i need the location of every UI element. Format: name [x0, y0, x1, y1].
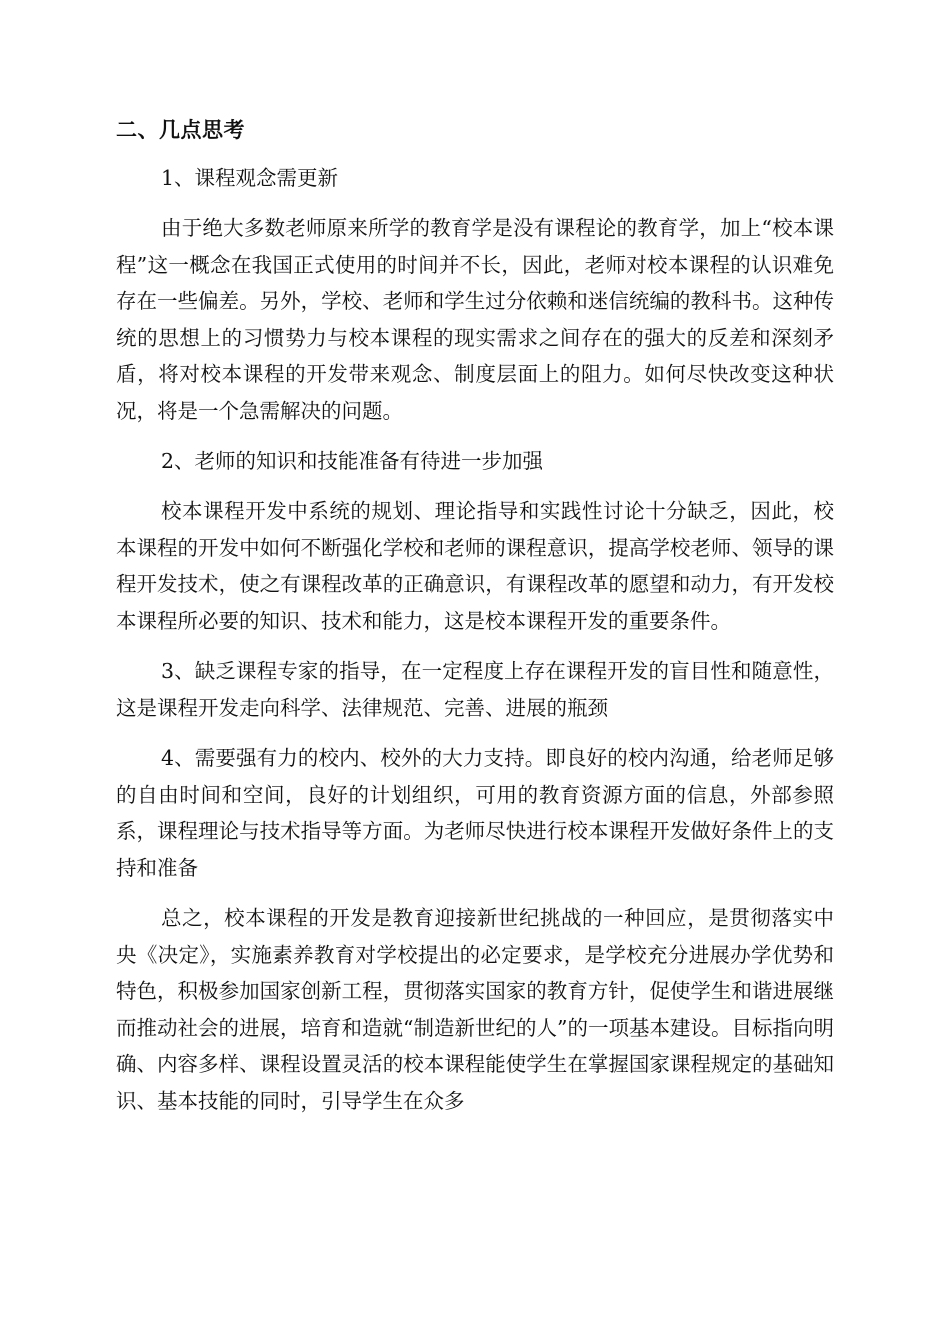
document-page [116, 112, 834, 1133]
paragraph-3: 3、缺乏课程专家的指导，在一定程度上存在课程开发的盲目性和随意性，这是课程开发走向科学、法律规范、完善、进展的瓶颈 [116, 659, 834, 720]
paragraph-summary: 总之，校本课程的开发是教育迎接新世纪挑战的一种回应，是贯彻落实中央《决定》，实施素养教育对学校提出的必定要求，是学校充分进展办学优势和特色，积极参加国家创新工程，贯彻落实国家的教育方针，促使学生和谐进展继而推动社会的进展，培育和造就“制造新世纪的人”的一项基本建设。目标指向明确、内容多样、课程设置灵活的校本课程能使学生在掌握国家课程规定的基础知识、基本技能的同时，引导学生在众多 [116, 906, 834, 1113]
subheading-2: 2、老师的知识和技能准备有待进一步加强 [161, 449, 544, 473]
paragraph-1: 由于绝大多数老师原来所学的教育学是没有课程论的教育学，加上“校本课程”这一概念在我国正式使用的时间并不长，因此，老师对校本课程的认识难免存在一些偏差。另外，学校、老师和学生过分依赖和迷信统编的教科书。这种传统的思想上的习惯势力与校本课程的现实需求之间存在的强大的反差和深刻矛盾，将对校本课程的开发带来观念、制度层面上的阻力。如何尽快改变这种状况，将是一个急需解决的问题。 [116, 216, 834, 423]
paragraph-4: 4、需要强有力的校内、校外的大力支持。即良好的校内沟通，给老师足够的自由时间和空间，良好的计划组织，可用的教育资源方面的信息，外部参照系，课程理论与技术指导等方面。为老师尽快进行校本课程开发做好条件上的支持和准备 [116, 746, 834, 880]
paragraph-2: 校本课程开发中系统的规划、理论指导和实践性讨论十分缺乏，因此，校本课程的开发中如何不断强化学校和老师的课程意识，提高学校老师、领导的课程开发技术，使之有课程改革的正确意识，有课程改革的愿望和动力，有开发校本课程所必要的知识、技术和能力，这是校本课程开发的重要条件。 [116, 499, 834, 633]
subheading-1: 1、课程观念需更新 [161, 166, 339, 190]
section-heading: 二、几点思考 [116, 118, 245, 142]
